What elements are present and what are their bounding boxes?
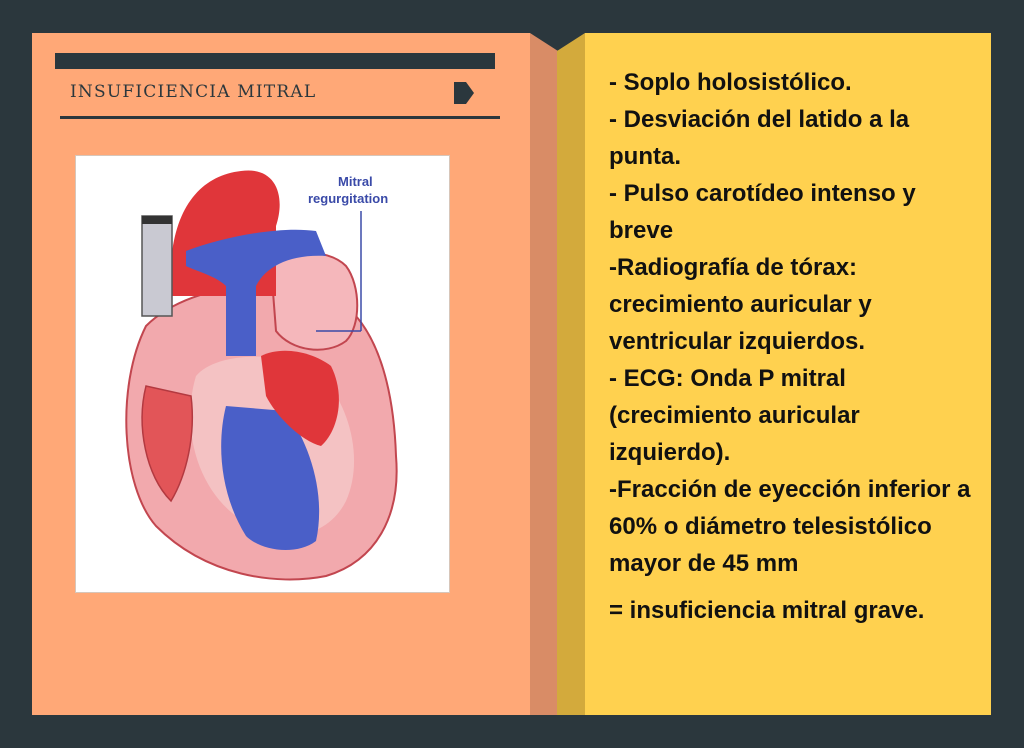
book-spine-left [530, 33, 558, 715]
tag-arrow-icon [454, 82, 474, 104]
callout-label-line1: Mitral [338, 174, 373, 189]
book-spine-right [557, 33, 585, 715]
bullet-6: -Fracción de eyección inferior a 60% o diámetro telesistólico mayor de 45 mm [609, 476, 971, 577]
symptom-list [609, 64, 974, 629]
bullet-4: -Radiografía de tórax: crecimiento auricular y ventricular izquierdos. [609, 254, 872, 355]
bullet-2: - Desviación del latido a la punta. [609, 106, 910, 170]
bullet-5: - ECG: Onda P mitral (crecimiento auricular izquierdo). [609, 365, 860, 466]
callout-label-line2: regurgitation [308, 191, 389, 206]
vena-cava [142, 216, 172, 316]
slide-title: INSUFICIENCIA MITRAL [70, 82, 317, 102]
title-underline [60, 116, 500, 119]
bullet-1: - Soplo holosistólico. [609, 69, 852, 96]
bullet-3: - Pulso carotídeo intenso y breve [609, 180, 916, 244]
conclusion-line: = insuficiencia mitral grave. [609, 597, 925, 624]
left-atrium [271, 253, 357, 350]
title-top-bar [55, 53, 495, 69]
heart-illustration [75, 155, 450, 593]
